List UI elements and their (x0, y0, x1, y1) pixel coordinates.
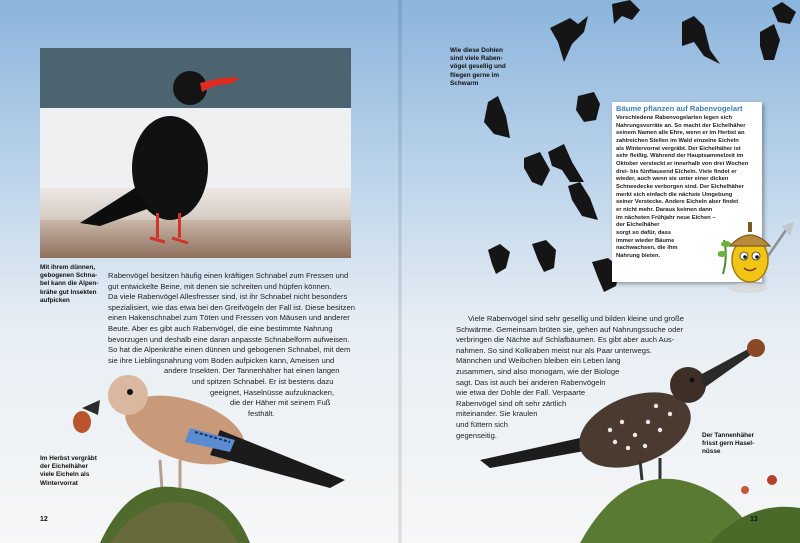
caption-line: viele Eicheln als (40, 471, 90, 479)
chough-photo (40, 48, 351, 258)
caption-chough (40, 264, 104, 305)
body-line: sie ihre Lieblingsnahrung vom Boden aufpicken kann, Ameisen und (108, 355, 335, 365)
caption-line: sind viele Raben- (450, 55, 503, 63)
jay-illustration (70, 360, 360, 543)
body-line: miteinander. Sie kraulen (456, 409, 538, 419)
body-line: festhält. (248, 408, 275, 418)
infobox-title: Bäume pflanzen auf Rabenvogelart (616, 104, 743, 113)
chough-illustration (40, 48, 351, 258)
infobox-line: Verschiedene Rabenvogelarten legen sich (616, 115, 732, 121)
caption-line: nüsse (702, 448, 721, 456)
infobox-line: Nahrungsvorräte an. So macht der Eichelhäher (616, 122, 746, 129)
infobox-line: Nahrung bieten. (616, 252, 661, 259)
infobox-line: als Wintervorrat vergräbt. Der Eichelhäher ist (616, 145, 741, 152)
body-line: Rabenvögel sind oft sehr zärtlich (456, 398, 567, 408)
caption-line: Der Tannenhäher (702, 432, 755, 439)
caption-line: Im Herbst vergräbt (40, 455, 97, 462)
body-line: gegenseitig. (456, 430, 497, 440)
acorn-mascot-icon (718, 216, 800, 298)
caption-line: aufpicken (40, 296, 70, 304)
body-line: Männchen und Weibchen bleiben ein Leben lang (456, 356, 621, 366)
body-line: sagt. Das ist auch bei anderen Rabenvögeln (456, 377, 606, 387)
page-number-left: 12 (40, 516, 48, 523)
body-line: gut entwickelte Beine, mit denen sie schreiten und hüpfen können. (108, 281, 332, 291)
body-line: Schwärme. Gemeinsam brüten sie, gehen auf Nahrungssuche oder (456, 324, 684, 334)
body-line: Viele Rabenvögel sind sehr gesellig und bilden kleine und große (468, 314, 685, 323)
body-line: zusammen, sind also monogam, wie der Biologe (456, 366, 620, 376)
body-line: und spitzen Schnabel. Er ist bestens dazu (192, 376, 334, 386)
body-line: spezialisiert, wie das etwa bei den Greifvögeln der Fall ist. Diese besitzen (108, 302, 355, 312)
right-page (400, 0, 800, 543)
body-line: die der Häher mit seinem Fuß (230, 398, 331, 408)
caption-line: Schwarm (450, 79, 479, 87)
body-line: nahmen. So sind Kolkraben meist nur als Paar unterwegs. (456, 345, 652, 355)
caption-jay (40, 455, 110, 488)
infobox-line: wieder, auch wenn sie unter einer dicken (616, 176, 729, 183)
infobox-line: er nicht mehr. Daraus keimen dann (616, 206, 713, 213)
body-line: So hat die Alpenkrähe einen dünnen und gebogenen Schnabel, mit dem (108, 345, 351, 355)
body-line: Rabenvögel besitzen häufig einen kräftigen Schnabel zum Fressen und (108, 271, 349, 280)
caption-line: frisst gern Hasel- (702, 440, 755, 448)
body-line: bevorzugen und deshalb eine daran anpasste Schnabelform aufweisen. (108, 334, 350, 344)
caption-line: Wintervorrat (40, 479, 78, 487)
infobox-line: sorgt so dafür, dass (616, 229, 672, 236)
infobox-line: immer wieder Bäume (616, 237, 675, 244)
caption-line: gebogenen Schna- (40, 272, 98, 280)
caption-line: krähe gut Insekten (40, 288, 97, 296)
infobox-line: drei- bis fünftausend Eicheln. Viele findet er (616, 168, 737, 175)
caption-line: vögel gesellig und (450, 63, 506, 71)
caption-line: Mit ihrem dünnen, (40, 264, 96, 271)
body-line: und füttern sich (456, 419, 508, 429)
body-line: Beute. Aber es gibt auch Rabenvögel, die eine bestimmte Nahrung (108, 323, 333, 333)
infobox-line: seinem Namen alle Ehre, wenn er im Herbst an (616, 130, 745, 137)
infobox-line: Schneedecke verborgen sind. Der Eichelhäher (616, 183, 744, 190)
infobox-line: sehr fleißig. Während der Hauptsammelzeit im (616, 153, 744, 160)
body-line: Da viele Rabenvögel Allesfresser sind, ist ihr Schnabel nicht besonders (108, 292, 348, 302)
page-number-right: 13 (750, 516, 758, 523)
infobox-line: der Eichelhäher (616, 222, 660, 229)
infobox-line: im nächsten Frühjahr neue Eichen – (616, 214, 716, 221)
body-line: andere Insekten. Der Tannenhäher hat einen langen (164, 366, 340, 376)
caption-line: fliegen gerne im (450, 71, 500, 79)
infobox-line: seiner Verstecke. Andere Eicheln aber findet (616, 199, 739, 206)
infobox-line: Oktober versteckt er innerhalb von drei Wochen (616, 160, 749, 167)
caption-nutcracker (702, 432, 762, 457)
caption-line: bel kann die Alpen- (40, 280, 99, 288)
body-line: einen Hakenschnabel zum Töten und Fressen von Mäusen und anderer (108, 313, 350, 323)
body-line: verbringen die Nächte auf Schlafbäumen. Es gibt aber auch Aus- (456, 335, 675, 345)
infobox-line: nachwachsen, die ihm (616, 245, 678, 252)
infobox-text (616, 115, 749, 260)
infobox-line: merkt sich einfach die nächste Umgebung (616, 191, 733, 198)
body-line: wie etwa der Dohle der Fall. Verpaarte (456, 388, 586, 398)
caption-line: Wie diese Dohlen (450, 47, 503, 54)
infobox-line: zahlreichen Stellen im Wald einzelne Eicheln (616, 137, 739, 144)
body-line: geeignet, Haselnüsse aufzuknacken, (210, 387, 335, 397)
caption-line: der Eichelhäher (40, 463, 88, 471)
